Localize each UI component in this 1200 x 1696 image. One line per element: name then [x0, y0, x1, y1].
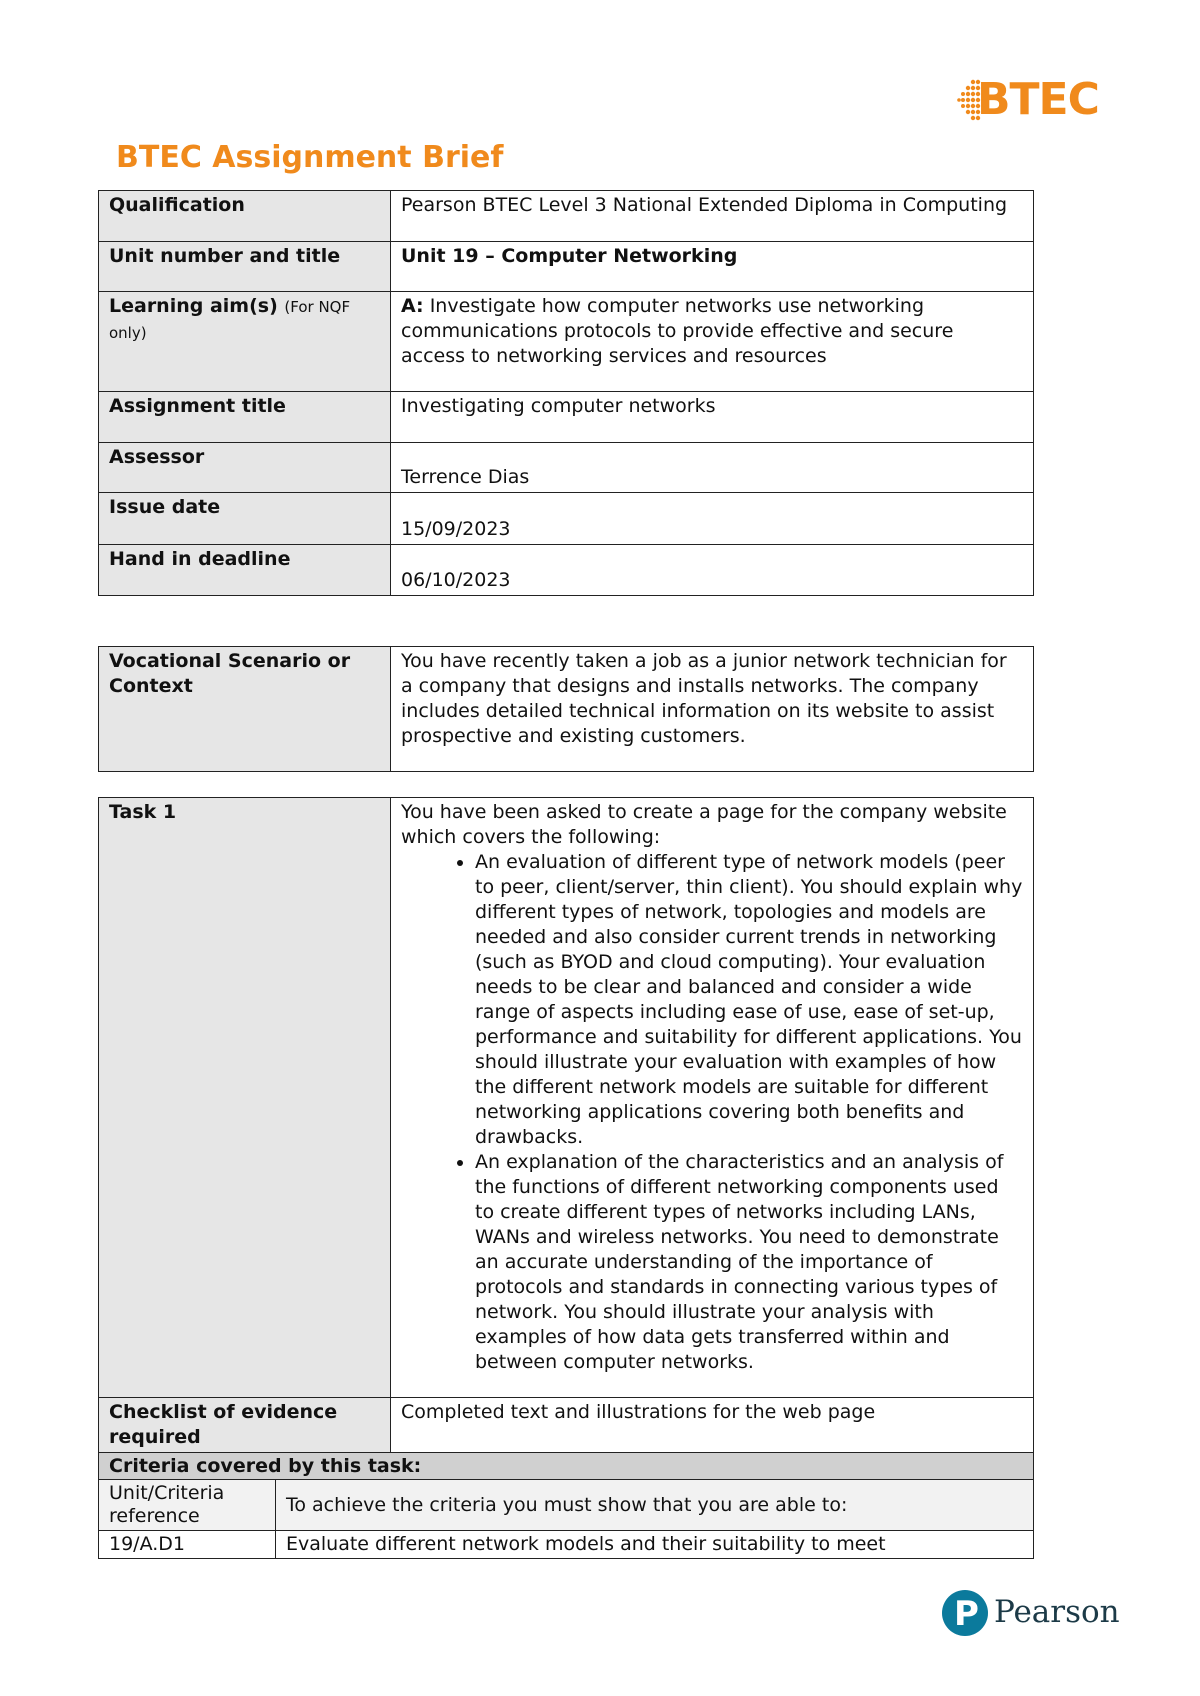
task-table: [98, 797, 1034, 1559]
checklist-value: Completed text and illustrations for the web page: [391, 1398, 1034, 1453]
btec-logo-text: BTEC: [977, 74, 1099, 125]
assignment-title-row: [99, 392, 1034, 443]
task-description: [391, 798, 1034, 1398]
brief-details-table: [98, 190, 1034, 596]
issue-date-row: [99, 493, 1034, 545]
task-label: Task 1: [99, 798, 391, 1398]
unit-row: [99, 242, 1034, 292]
criteria-col-desc: To achieve the criteria you must show that you are able to:: [276, 1480, 1034, 1531]
scenario-label: Vocational Scenario or Context: [99, 647, 391, 772]
task-bullet-list: [401, 850, 1023, 1375]
pearson-logo-mark: P: [954, 1594, 979, 1634]
learning-aim-label: Learning aim(s): [109, 295, 278, 317]
learning-aim-row: [99, 292, 1034, 392]
criteria-col-ref: Unit/Criteria reference: [99, 1480, 276, 1531]
criteria-heading: Criteria covered by this task:: [99, 1453, 1034, 1480]
criteria-heading-row: [99, 1453, 1034, 1480]
assessor-label: Assessor: [99, 443, 391, 493]
qualification-row: [99, 191, 1034, 242]
learning-aim-note: (For NQF only): [109, 298, 351, 342]
scenario-table: [98, 646, 1034, 772]
issue-date-label: Issue date: [99, 493, 391, 545]
learning-aim-value: Investigate how computer networks use networking communications protocols to provide effective and secure access to networking services and resources: [401, 295, 954, 367]
scenario-text: You have recently taken a job as a junior network technician for a company that designs and installs networks. The company includes detailed technical information on its website to assist prospective and existing customers.: [391, 647, 1034, 772]
deadline-label: Hand in deadline: [99, 545, 391, 596]
criteria-row: [99, 1531, 1034, 1559]
qualification-label: Qualification: [99, 191, 391, 242]
pearson-logo-text: Pearson: [994, 1594, 1120, 1630]
learning-aim-label-cell: [99, 292, 391, 392]
scenario-row: [99, 647, 1034, 772]
pearson-logo: [942, 1588, 1120, 1640]
deadline-row: [99, 545, 1034, 596]
checklist-label: Checklist of evidence required: [99, 1398, 391, 1453]
unit-label: Unit number and title: [99, 242, 391, 292]
assignment-title-label: Assignment title: [99, 392, 391, 443]
task-row: [99, 798, 1034, 1398]
assignment-title-value: Investigating computer networks: [391, 392, 1034, 443]
criteria-columns-row: [99, 1480, 1034, 1531]
learning-aim-value-cell: [391, 292, 1034, 392]
criteria-desc: Evaluate different network models and their suitability to meet: [276, 1531, 1034, 1559]
btec-logo: [955, 72, 1099, 132]
pearson-logo-mark-icon: [942, 1590, 988, 1636]
task-bullet: • An evaluation of different type of network models (peer to peer, client/server, thin client). You should explain why different types of network, topologies and models are needed and also consider current trends in networking (such as BYOD and cloud computing). Your evaluation needs to be clear and balanced and consider a wide range of aspects including ease of use, ease of set-up, performance and suitability for different applications. You should illustrate your evaluation with examples of how the different network models are suitable for different networking applications covering both benefits and drawbacks.: [475, 850, 1023, 1150]
page-title: BTEC Assignment Brief: [116, 140, 504, 175]
task-bullet: • An explanation of the characteristics and an analysis of the functions of different networking components used to create different types of networks including LANs, WANs and wireless networks. You need to demonstrate an accurate understanding of the importance of protocols and standards in connecting various types of network. You should illustrate your analysis with examples of how data gets transferred within and between computer networks.: [475, 1150, 1023, 1375]
learning-aim-prefix: A:: [401, 295, 424, 317]
deadline-value: 06/10/2023: [391, 545, 1034, 596]
assessor-value: Terrence Dias: [391, 443, 1034, 493]
qualification-value: Pearson BTEC Level 3 National Extended Diploma in Computing: [391, 191, 1034, 242]
task-intro: You have been asked to create a page for the company website which covers the following:: [401, 801, 1007, 848]
issue-date-value: 15/09/2023: [391, 493, 1034, 545]
assessor-row: [99, 443, 1034, 493]
criteria-ref: 19/A.D1: [99, 1531, 276, 1559]
unit-value: Unit 19 – Computer Networking: [391, 242, 1034, 292]
checklist-row: [99, 1398, 1034, 1453]
